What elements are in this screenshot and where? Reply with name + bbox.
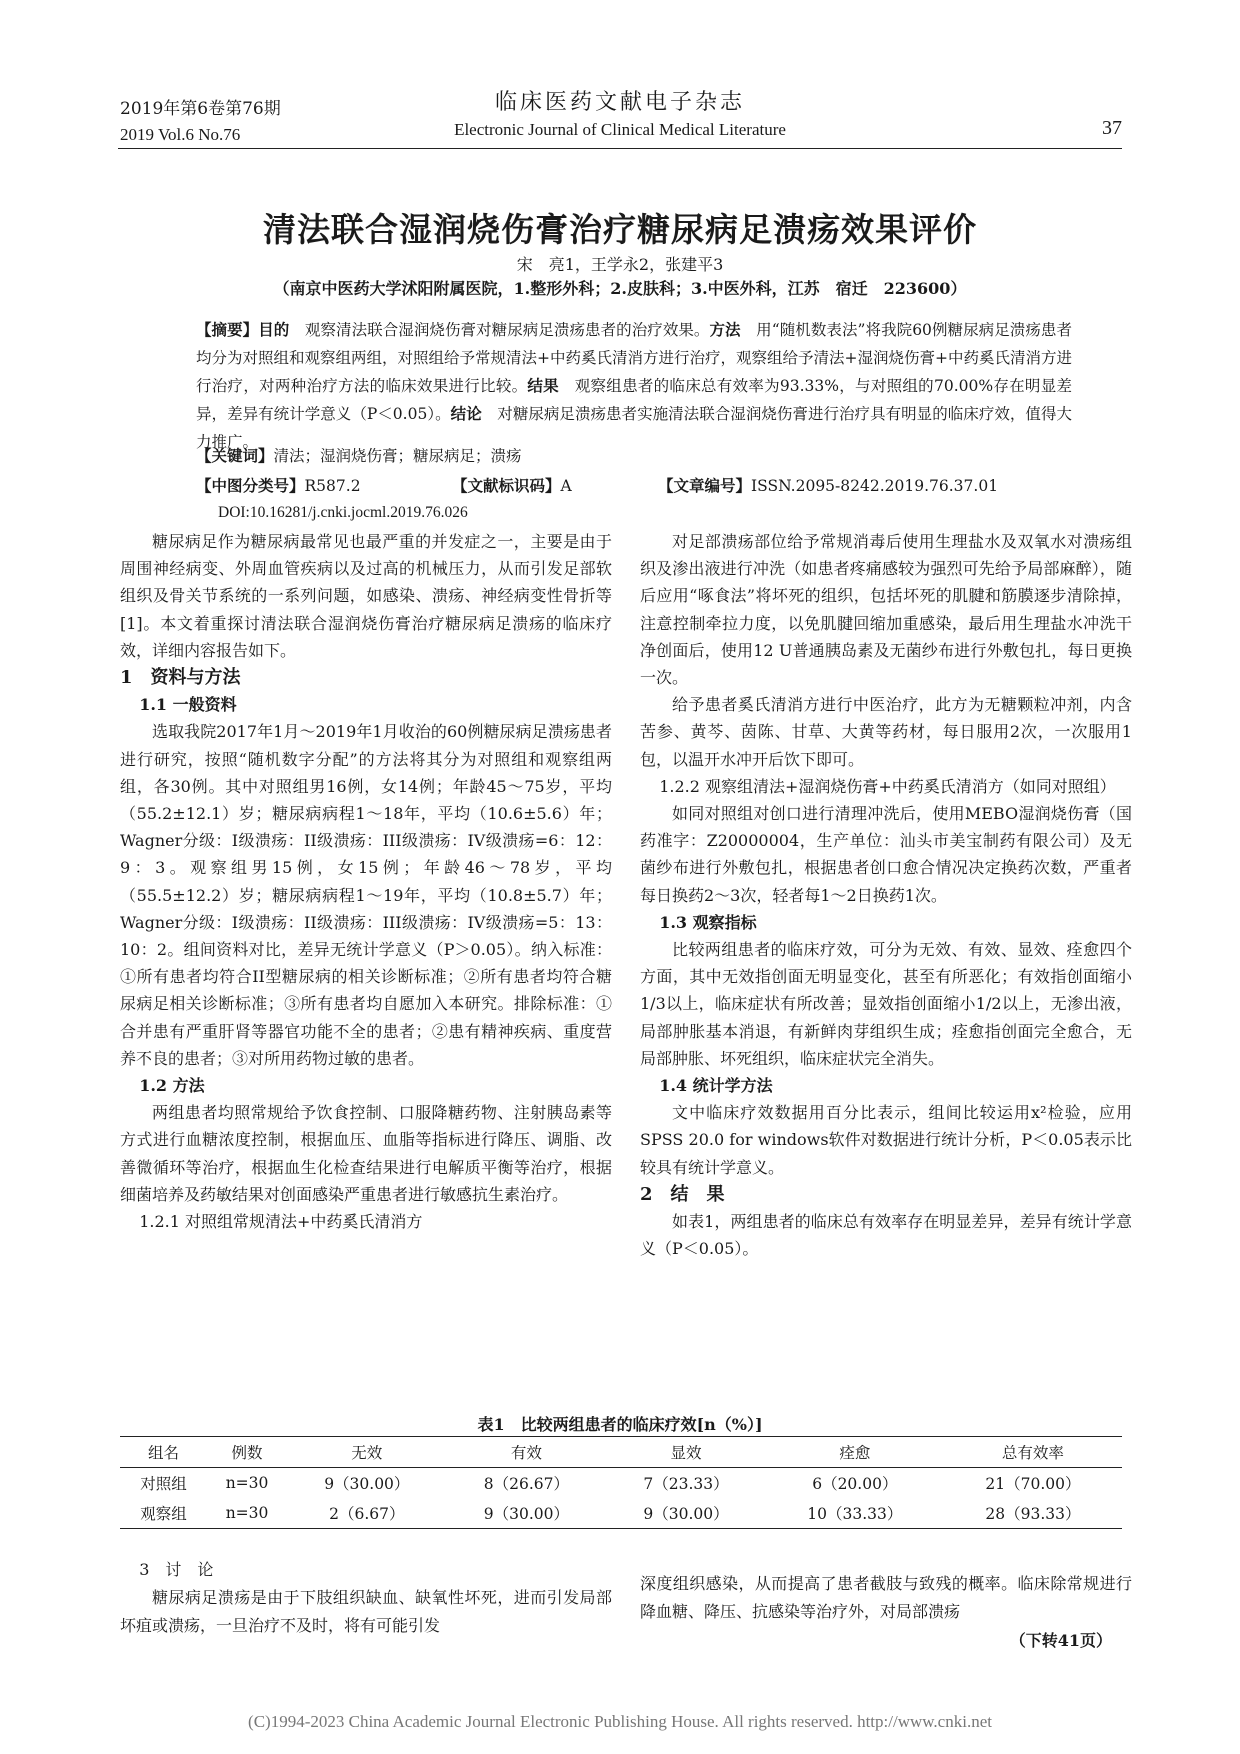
abstract-label: 【摘要】 — [196, 320, 259, 339]
affiliation: （南京中医药大学沭阳附属医院，1.整形外科；2.皮肤科；3.中医外科，江苏 宿迁 223600） — [273, 279, 967, 298]
table-header-cell: 无效 — [351, 1444, 383, 1462]
table-cell: 6（20.00） — [812, 1475, 898, 1493]
abstract — [196, 316, 1072, 456]
document-code — [452, 474, 572, 496]
table-cell: 2（6.67） — [329, 1505, 405, 1523]
section-1-2-1-text-2: 给予患者奚氏清消方进行中医治疗，此方为无糖颗粒冲剂，内含苦参、黄芩、茵陈、甘草、大黄等药材，每日服用2次，一次服用1包，以温开水冲开后饮下即可。 — [640, 695, 1132, 769]
conclusion-text: 对糖尿病足溃疡患者实施清法联合湿润烧伤膏进行治疗具有明显的临床疗效，值得大力推广。 — [196, 405, 1072, 451]
results-text: 观察组患者的临床总有效率为93.33%，与对照组的70.00%存在明显差异，差异有统计学意义（P＜0.05）。 — [196, 377, 1072, 423]
table-row — [120, 1468, 1122, 1499]
discussion-column-right — [640, 1570, 1132, 1626]
article-title: 清法联合湿润烧伤膏治疗糖尿病足溃疡效果评价 — [263, 210, 977, 249]
methods-label: 方法 — [709, 320, 741, 339]
journal-name-en: Electronic Journal of Clinical Medical Literature — [454, 120, 786, 139]
results-table — [120, 1436, 1122, 1529]
page-number: 37 — [1102, 117, 1122, 139]
clc-label: 【中图分类号】 — [196, 476, 305, 495]
discussion-column-left — [120, 1556, 612, 1640]
article-no-label: 【文章编号】 — [658, 476, 752, 495]
keywords-text: 清法；湿润烧伤膏；糖尿病足；溃疡 — [273, 447, 522, 465]
section-2-heading: 2 结 果 — [640, 1183, 725, 1205]
section-1-heading: 1 资料与方法 — [120, 667, 241, 689]
section-1-2-1-heading: 1.2.1 对照组常规清法+中药奚氏清消方 — [139, 1212, 423, 1232]
section-1-3-heading: 1.3 观察指标 — [659, 912, 757, 932]
keywords-label: 【关键词】 — [196, 446, 274, 465]
issue-cn: 2019年第6卷第76期 — [120, 99, 281, 119]
table-header-cell: 有效 — [510, 1444, 542, 1462]
methods-text: 用“随机数表法”将我院60例糖尿病足溃疡患者均分为对照组和观察组两组，对照组给予常规清法+中药奚氏清消方进行治疗，观察组给予清法+湿润烧伤膏+中药奚氏清消方进行治疗，对两种治疗方法的临床效果进行比较。 — [196, 321, 1072, 395]
table-caption: 表1 比较两组患者的临床疗效[n（%）] — [477, 1415, 763, 1434]
header-rule — [118, 148, 1122, 149]
table-header-cell: 显效 — [670, 1444, 702, 1462]
section-1-2-2-text: 如同对照组对创口进行清理冲洗后，使用MEBO湿润烧伤膏（国药准字：Z20000004，生产单位：汕头市美宝制药有限公司）及无菌纱布进行外敷包扎，根据患者创口愈合情况决定换药次数，严重者每日换药2～3次，轻者每1～2日换药1次。 — [640, 804, 1132, 905]
section-1-1-heading: 1.1 一般资料 — [139, 695, 237, 715]
table-cell: n=30 — [225, 1504, 269, 1522]
journal-name-cn: 临床医药文献电子杂志 — [494, 90, 745, 115]
table-header-cell: 痊愈 — [839, 1444, 871, 1462]
table-header-cell: 组名 — [148, 1444, 180, 1462]
intro-paragraph: 糖尿病足作为糖尿病最常见也最严重的并发症之一，主要是由于周围神经病变、外周血管疾病以及过高的机械压力，从而引发足部软组织及骨关节系统的一系列问题，如感染、溃疡、神经病变性骨折等[1]。本文着重探讨清法联合湿润烧伤膏治疗糖尿病足溃疡的临床疗效，详细内容报告如下。 — [120, 532, 612, 660]
article-number — [658, 474, 998, 496]
section-3-heading: 3 讨 论 — [139, 1560, 214, 1579]
table-cell: 8（26.67） — [483, 1475, 570, 1493]
table-cell: 10（33.33） — [807, 1505, 903, 1523]
issue-en: 2019 Vol.6 No.76 — [120, 125, 241, 144]
body-column-right — [640, 528, 1132, 1262]
section-1-1-text: 选取我院2017年1月～2019年1月收治的60例糖尿病足溃疡患者进行研究，按照“随机数字分配”的方法将其分为对照组和观察组两组，各30例。其中对照组男16例，女14例；年龄45～75岁，平均（55.2±12.1）岁；糖尿病病程1～18年，平均（10.6±5.6）年；Wagner分级：I级溃疡：II级溃疡：III级溃疡：IV级溃疡=6：12：9：3。观察组男15例，女15例；年龄46～78岁，平均（55.5±12.2）岁；糖尿病病程1～19年，平均（10.8±5.7）年；Wagner分级：I级溃疡：II级溃疡：III级溃疡：IV级溃疡=5：13：10：2。组间资料对比，差异无统计学意义（P＞0.05）。纳入标准：①所有患者均符合II型糖尿病的相关诊断标准；②所有患者均符合糖尿病足相关诊断标准；③所有患者均自愿加入本研究。排除标准：①合并患有严重肝肾等器官功能不全的患者；②患有精神疾病、重度营养不良的患者；③对所用药物过敏的患者。 — [120, 722, 612, 1068]
doc-code-label: 【文献标识码】 — [452, 476, 561, 495]
section-3-text: 糖尿病足溃疡是由于下肢组织缺血、缺氧性坏死，进而引发局部坏疽或溃疡，一旦治疗不及时，将有可能引发 — [120, 1588, 612, 1635]
copyright-footer: (C)1994-2023 China Academic Journal Electronic Publishing House. All rights reserved. http://www.cnki.net — [248, 1712, 992, 1731]
table-row — [120, 1498, 1122, 1529]
clc-number — [196, 474, 361, 496]
table-cell: 9（30.00） — [483, 1505, 570, 1523]
body-column-left — [120, 528, 612, 1235]
table-cell: 7（23.33） — [643, 1475, 729, 1493]
section-3-continuation: 深度组织感染，从而提高了患者截肢与致残的概率。临床除常规进行降血糖、降压、抗感染等治疗外，对局部溃疡 — [640, 1574, 1132, 1621]
section-1-2-text: 两组患者均照常规给予饮食控制、口服降糖药物、注射胰岛素等方式进行血糖浓度控制，根据血压、血脂等指标进行降压、调脂、改善微循环等治疗，根据血生化检查结果进行电解质平衡等治疗，根据细菌培养及药敏结果对创面感染严重患者进行敏感抗生素治疗。 — [120, 1103, 612, 1204]
section-2-text: 如表1，两组患者的临床总有效率存在明显差异，差异有统计学意义（P＜0.05）。 — [640, 1212, 1132, 1259]
table-cell: 9（30.00） — [643, 1505, 729, 1523]
doc-code-value: A — [560, 477, 572, 495]
table-cell: 9（30.00） — [324, 1475, 410, 1493]
conclusion-label: 结论 — [450, 404, 482, 423]
table-cell: 对照组 — [140, 1475, 187, 1493]
table-header-cell: 总有效率 — [1001, 1444, 1064, 1462]
table-cell: 观察组 — [140, 1505, 187, 1523]
clc-value: R587.2 — [304, 477, 361, 495]
doi: DOI:10.16281/j.cnki.jocml.2019.76.026 — [218, 504, 468, 521]
objective-text: 观察清法联合湿润烧伤膏对糖尿病足溃疡患者的治疗效果。 — [289, 321, 710, 339]
section-1-2-heading: 1.2 方法 — [139, 1076, 205, 1096]
continued-notice: （下转41页） — [1009, 1631, 1112, 1650]
authors: 宋 亮1，王学永2，张建平3 — [516, 255, 724, 274]
table-header-row — [120, 1437, 1122, 1468]
table-cell: 21（70.00） — [985, 1475, 1081, 1493]
objective-label: 目的 — [258, 320, 290, 339]
section-1-2-2-heading: 1.2.2 观察组清法+湿润烧伤膏+中药奚氏清消方（如同对照组） — [659, 776, 1116, 796]
table-header-cell: 例数 — [231, 1444, 263, 1462]
table-cell: 28（93.33） — [985, 1505, 1081, 1523]
section-1-4-text: 文中临床疗效数据用百分比表示，组间比较运用x²检验，应用SPSS 20.0 for windows软件对数据进行统计分析，P＜0.05表示比较具有统计学意义。 — [640, 1103, 1132, 1177]
section-1-2-1-text: 对足部溃疡部位给予常规消毒后使用生理盐水及双氧水对溃疡组织及渗出液进行冲洗（如患者疼痛感较为强烈可先给予局部麻醉），随后应用“啄食法”将坏死的组织，包括坏死的肌腱和筋膜逐步清除掉，注意控制牵拉力度，以免肌腱回缩加重感染，最后用生理盐水冲洗干净创面后，使用12 U普通胰岛素及无菌纱布进行外敷包扎，每日更换一次。 — [640, 532, 1132, 688]
article-no-value: ISSN.2095-8242.2019.76.37.01 — [751, 477, 999, 495]
section-1-3-text: 比较两组患者的临床疗效，可分为无效、有效、显效、痊愈四个方面，其中无效指创面无明显变化，甚至有所恶化；有效指创面缩小1/3以上，临床症状有所改善；显效指创面缩小1/2以上，无渗出液，局部肿胀基本消退，有新鲜肉芽组织生成；痊愈指创面完全愈合，无局部肿胀、坏死组织，临床症状完全消失。 — [640, 940, 1132, 1068]
table-cell: n=30 — [225, 1474, 269, 1492]
results-label: 结果 — [527, 376, 559, 395]
keywords — [196, 444, 522, 466]
journal-name — [0, 88, 1240, 142]
section-1-4-heading: 1.4 统计学方法 — [659, 1076, 773, 1096]
